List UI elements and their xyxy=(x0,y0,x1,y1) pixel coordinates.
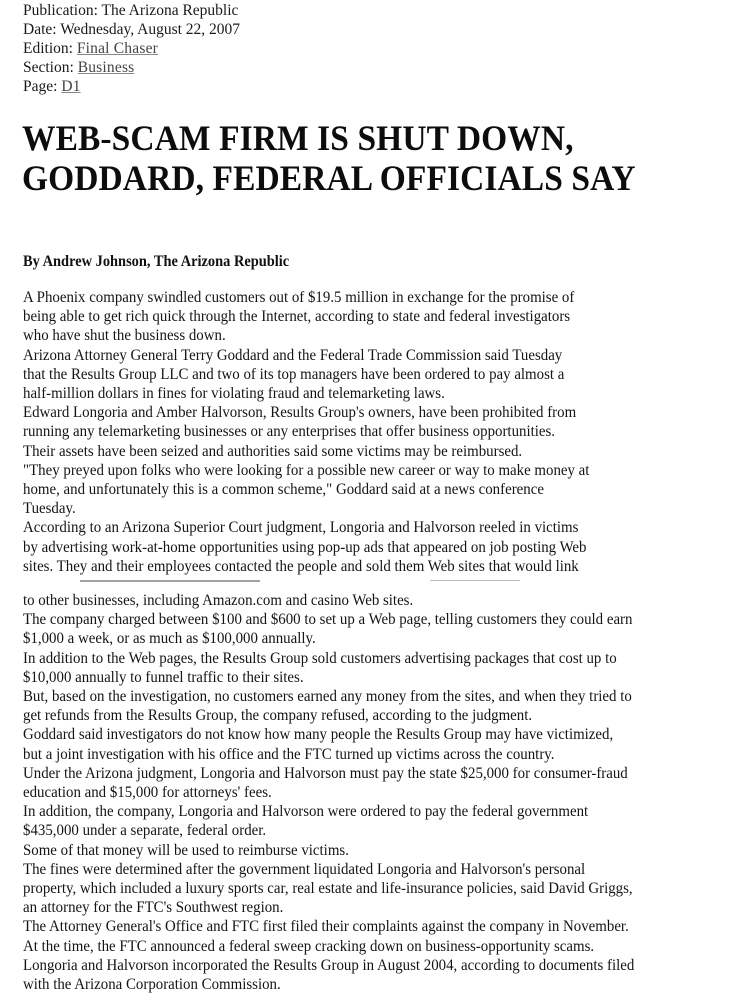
body-text-line: with the Arizona Corporation Commission. xyxy=(23,976,281,994)
publication-label: Publication: xyxy=(23,2,98,19)
body-text-line: At the time, the FTC announced a federal sweep cracking down on business-opportunity scams. xyxy=(23,937,595,955)
body-text-line: home, and unfortunately this is a common scheme," Goddard said at a news conference xyxy=(23,481,544,499)
section-line xyxy=(23,58,240,77)
body-text-line: by advertising work-at-home opportunities using pop-up ads that appeared on job posting Web xyxy=(23,538,587,556)
body-text-line: Goddard said investigators do not know how many people the Results Group may have victimized, xyxy=(23,726,614,744)
body-text-line: Their assets have been seized and authorities said some victims may be reimbursed. xyxy=(23,442,523,460)
body-text-line: an attorney for the FTC's Southwest region. xyxy=(23,899,284,917)
body-text-line: $1,000 a week, or as much as $100,000 annually. xyxy=(23,630,316,648)
body-text-line: but a joint investigation with his office and the FTC turned up victims across the country. xyxy=(23,745,555,763)
date-line xyxy=(23,20,240,39)
body-text-line: $10,000 annually to funnel traffic to their sites. xyxy=(23,668,304,686)
page-link[interactable]: D1 xyxy=(61,78,81,95)
body-text-line: According to an Arizona Superior Court judgment, Longoria and Halvorson reeled in victims xyxy=(23,519,579,537)
publication-value: The Arizona Republic xyxy=(101,2,239,19)
page-line xyxy=(23,77,240,96)
date-value: Wednesday, August 22, 2007 xyxy=(60,21,241,38)
body-text-line: $435,000 under a separate, federal order. xyxy=(23,822,267,840)
body-text-line: The Attorney General's Office and FTC first filed their complaints against the company in November. xyxy=(23,918,629,936)
body-text-line: half-million dollars in fines for violating fraud and telemarketing laws. xyxy=(23,385,445,403)
body-text-line: Edward Longoria and Amber Halvorson, Results Group's owners, have been prohibited from xyxy=(23,404,577,422)
section-link[interactable]: Business xyxy=(77,59,135,76)
body-text-line: sites. They and their employees contacted the people and sold them Web sites that would link xyxy=(23,557,579,575)
byline: By Andrew Johnson, The Arizona Republic xyxy=(23,253,290,270)
article-metadata xyxy=(23,1,240,96)
edition-link[interactable]: Final Chaser xyxy=(76,40,159,57)
section-label: Section: xyxy=(23,59,74,76)
body-text-line: that the Results Group LLC and two of its top managers have been ordered to pay almost a xyxy=(23,365,565,383)
headline-line-1: WEB-SCAM FIRM IS SHUT DOWN, xyxy=(22,118,574,158)
body-text-line: In addition, the company, Longoria and Halvorson were ordered to pay the federal government xyxy=(23,803,589,821)
date-label: Date: xyxy=(23,21,57,38)
edition-line xyxy=(23,39,240,58)
body-text-line: In addition to the Web pages, the Results Group sold customers advertising packages that cost up to xyxy=(23,649,617,667)
body-text-line: Longoria and Halvorson incorporated the Results Group in August 2004, according to documents filed xyxy=(23,956,635,974)
body-text-line: The fines were determined after the government liquidated Longoria and Halvorson's personal xyxy=(23,860,586,878)
article-body-bottom xyxy=(23,591,743,994)
edition-label: Edition: xyxy=(23,40,73,57)
scan-seam-mark xyxy=(430,580,520,581)
page-label: Page: xyxy=(23,78,58,95)
body-text-line: "They preyed upon folks who were looking for a possible new career or way to make money at xyxy=(23,461,590,479)
body-text-line: who have shut the business down. xyxy=(23,327,226,345)
body-text-line: being able to get rich quick through the Internet, according to state and federal investigators xyxy=(23,308,571,326)
body-text-line: get refunds from the Results Group, the company refused, according to the judgment. xyxy=(23,707,533,725)
body-text-line: But, based on the investigation, no customers earned any money from the sites, and when they tried to xyxy=(23,688,632,706)
headline xyxy=(22,118,636,198)
body-text-line: education and $15,000 for attorneys' fees. xyxy=(23,784,272,802)
body-text-line: property, which included a luxury sports car, real estate and life-insurance policies, said David Griggs, xyxy=(23,880,633,898)
body-text-line: Under the Arizona judgment, Longoria and Halvorson must pay the state $25,000 for consumer-fraud xyxy=(23,764,628,782)
body-text-line: Arizona Attorney General Terry Goddard and the Federal Trade Commission said Tuesday xyxy=(23,346,563,364)
scan-seam-mark xyxy=(80,580,260,582)
body-text-line: Some of that money will be used to reimburse victims. xyxy=(23,841,349,859)
publication-line xyxy=(23,1,240,20)
body-text-line: Tuesday. xyxy=(23,500,76,518)
headline-line-2: GODDARD, FEDERAL OFFICIALS SAY xyxy=(22,158,636,198)
body-text-line: to other businesses, including Amazon.com and casino Web sites. xyxy=(23,592,414,609)
article-body-top xyxy=(23,288,743,576)
body-text-line: A Phoenix company swindled customers out of $19.5 million in exchange for the promise of xyxy=(23,289,575,306)
body-text-line: running any telemarketing businesses or any enterprises that offer business opportunities. xyxy=(23,423,556,441)
body-text-line: The company charged between $100 and $600 to set up a Web page, telling customers they could earn xyxy=(23,611,633,629)
